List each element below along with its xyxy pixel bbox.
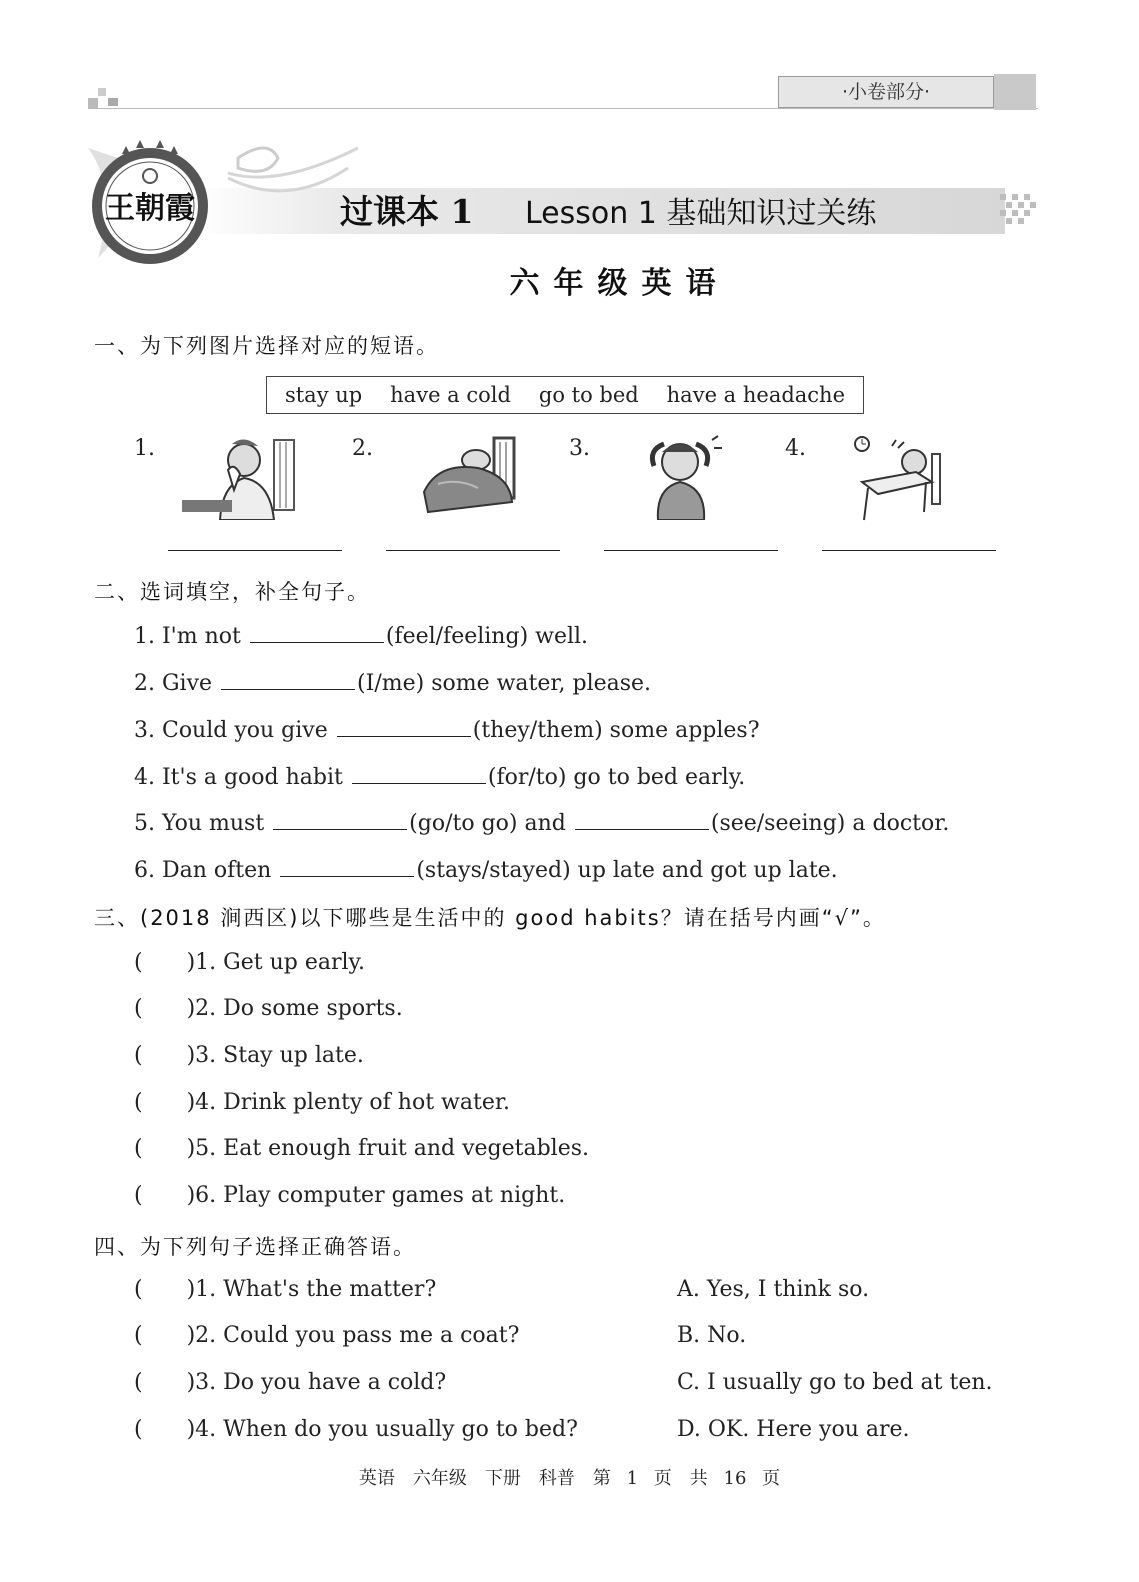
answer-bracket[interactable]: ( )	[134, 1090, 196, 1115]
match-question: ( )4. When do you usually go to bed?	[134, 1417, 578, 1442]
fill-item: 4. It's a good habit (for/to) go to bed early.	[134, 765, 746, 790]
answer-bracket[interactable]: ( )	[134, 1417, 196, 1442]
word-option: go to bed	[538, 383, 639, 407]
answer-line[interactable]	[604, 550, 778, 551]
blank[interactable]	[221, 669, 355, 690]
fill-item: 2. Give (I/me) some water, please.	[134, 671, 652, 696]
word-box	[266, 376, 864, 414]
word-option: have a cold	[390, 383, 511, 407]
blank[interactable]	[273, 809, 407, 830]
picture-bed	[418, 432, 538, 522]
picture-cold	[182, 430, 302, 520]
svg-text:王朝霞: 王朝霞	[105, 191, 195, 226]
fill-item: 1. I'm not (feel/feeling) well.	[134, 624, 589, 649]
answer-line[interactable]	[822, 550, 996, 551]
picture-headache	[628, 430, 748, 520]
part1-heading: 一、为下列图片选择对应的短语。	[94, 334, 439, 358]
match-answer: D. OK. Here you are.	[677, 1417, 910, 1442]
answer-bracket[interactable]: ( )	[134, 1323, 196, 1348]
check-item: ( )6. Play computer games at night.	[134, 1183, 566, 1208]
part2-heading: 二、选词填空，补全句子。	[94, 580, 370, 604]
match-question: ( )1. What's the matter?	[134, 1277, 437, 1302]
blank[interactable]	[352, 763, 486, 784]
section-tab-end	[994, 74, 1036, 110]
match-question: ( )2. Could you pass me a coat?	[134, 1323, 520, 1348]
blank[interactable]	[575, 809, 709, 830]
answer-line[interactable]	[168, 550, 342, 551]
fill-item: 6. Dan often (stays/stayed) up late and got up late.	[134, 858, 838, 883]
answer-line[interactable]	[386, 550, 560, 551]
page-title	[340, 190, 876, 234]
match-answer: C. I usually go to bed at ten.	[677, 1370, 993, 1395]
picture-number: 4.	[785, 436, 806, 461]
match-answer: B. No.	[677, 1323, 747, 1348]
fill-item: 3. Could you give (they/them) some apples?	[134, 718, 760, 743]
check-item: ( )1. Get up early.	[134, 950, 366, 975]
blank[interactable]	[337, 716, 471, 737]
answer-bracket[interactable]: ( )	[134, 1277, 196, 1302]
answer-bracket[interactable]: ( )	[134, 1136, 196, 1161]
corner-decoration	[88, 88, 128, 110]
match-answer: A. Yes, I think so.	[677, 1277, 870, 1302]
picture-number: 2.	[352, 436, 373, 461]
check-item: ( )3. Stay up late.	[134, 1043, 364, 1068]
page-subtitle: 六年级英语	[509, 266, 730, 301]
banner-dots-decoration	[1000, 190, 1038, 230]
publisher-logo	[78, 128, 378, 268]
word-option: stay up	[284, 383, 363, 407]
answer-bracket[interactable]: ( )	[134, 996, 196, 1021]
part3-heading: 三、(2018 涧西区)以下哪些是生活中的 good habits？请在括号内画“√”。	[94, 906, 886, 930]
answer-bracket[interactable]: ( )	[134, 950, 196, 975]
answer-bracket[interactable]: ( )	[134, 1043, 196, 1068]
answer-bracket[interactable]: ( )	[134, 1183, 196, 1208]
check-item: ( )2. Do some sports.	[134, 996, 403, 1021]
blank[interactable]	[280, 856, 414, 877]
picture-stay-up	[852, 432, 972, 522]
part4-heading: 四、为下列句子选择正确答语。	[94, 1235, 416, 1259]
title-part1: 过课本 1	[340, 192, 474, 231]
word-option: have a headache	[666, 383, 846, 407]
picture-number: 1.	[134, 436, 155, 461]
check-item: ( )4. Drink plenty of hot water.	[134, 1090, 510, 1115]
top-rule	[88, 108, 1038, 109]
fill-item: 5. You must (go/to go) and (see/seeing) a doctor.	[134, 811, 950, 836]
check-item: ( )5. Eat enough fruit and vegetables.	[134, 1136, 590, 1161]
blank[interactable]	[250, 622, 384, 643]
match-question: ( )3. Do you have a cold?	[134, 1370, 447, 1395]
picture-number: 3.	[569, 436, 590, 461]
section-tab: ·小卷部分·	[778, 76, 994, 108]
title-part2: Lesson 1 基础知识过关练	[524, 196, 877, 231]
answer-bracket[interactable]: ( )	[134, 1370, 196, 1395]
page-footer: 英语 六年级 下册 科普 第 1 页 共 16 页	[358, 1468, 781, 1489]
